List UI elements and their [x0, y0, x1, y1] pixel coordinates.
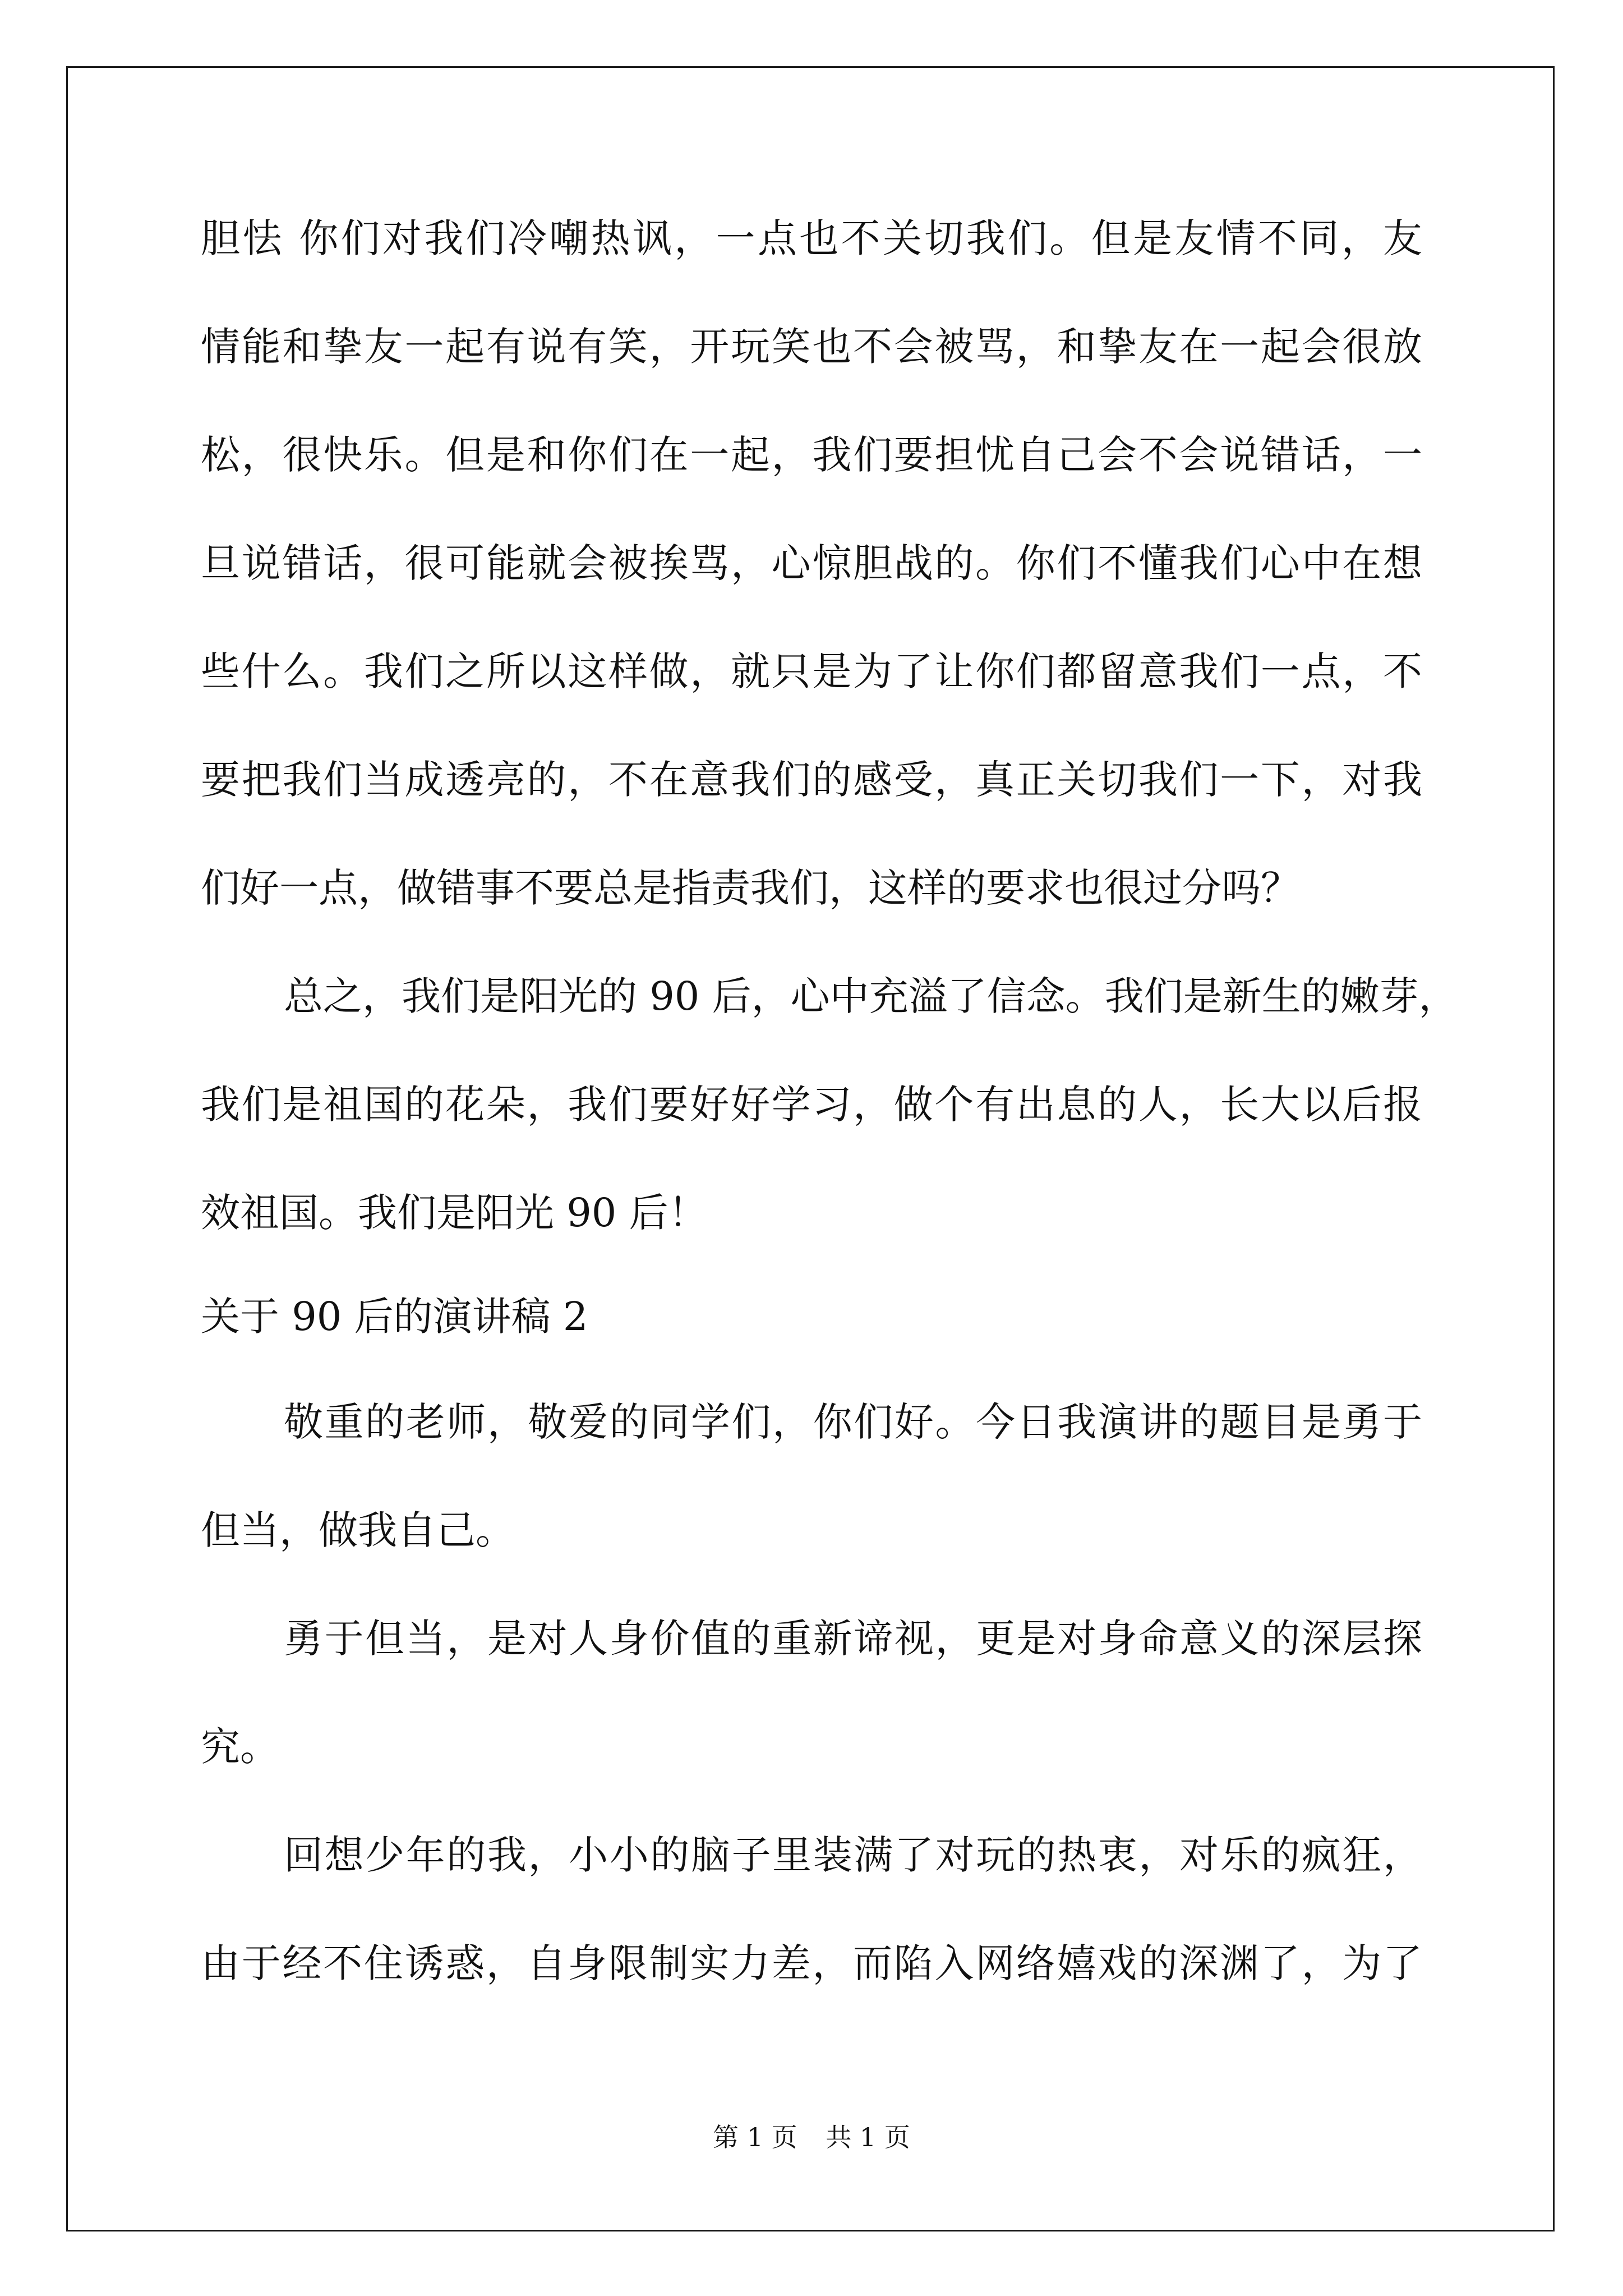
paragraph-line: 胆怯 你们对我们冷嘲热讽，一点也不关切我们。但是友情不同，友: [201, 215, 1422, 261]
page-border: [66, 66, 1555, 2231]
paragraph-line: 敬重的老师，敬爱的同学们，你们好。今日我演讲的题目是勇于: [284, 1399, 1422, 1445]
paragraph-line: 但当，做我自己。: [201, 1507, 515, 1553]
paragraph-line: 由于经不住诱惑，自身限制实力差，而陷入网络嬉戏的深渊了，为了: [201, 1940, 1422, 1986]
paragraph-line: 旦说错话，很可能就会被挨骂，心惊胆战的。你们不懂我们心中在想: [201, 540, 1422, 586]
paragraph-line: 勇于但当，是对人身价值的重新谛视，更是对身命意义的深层探: [284, 1616, 1422, 1662]
paragraph-line: 究。: [201, 1724, 279, 1770]
page-footer: [0, 2120, 1623, 2154]
paragraph-line: 我们是祖国的花朵，我们要好好学习，做个有出息的人，长大以后报: [201, 1082, 1422, 1128]
paragraph-line: 要把我们当成透亮的，不在意我们的感受，真正关切我们一下，对我: [201, 757, 1422, 803]
paragraph-line: 总之，我们是阳光的 90 后，心中充溢了信念。我们是新生的嫩芽，: [284, 973, 1458, 1019]
paragraph-line: 们好一点，做错事不要总是指责我们，这样的要求也很过分吗？: [201, 865, 1300, 911]
section-heading: 关于 90 后的演讲稿 2: [201, 1294, 588, 1340]
paragraph-line: 效祖国。我们是阳光 90 后！: [201, 1190, 708, 1236]
page-number: 第 1 页: [713, 2122, 797, 2152]
paragraph-line: 松，很快乐。但是和你们在一起，我们要担忧自己会不会说错话，一: [201, 432, 1422, 478]
paragraph-line: 回想少年的我，小小的脑子里装满了对玩的热衷，对乐的疯狂，: [284, 1832, 1422, 1878]
paragraph-line: 情能和挚友一起有说有笑，开玩笑也不会被骂，和挚友在一起会很放: [201, 324, 1422, 370]
paragraph-line: 些什么。我们之所以这样做，就只是为了让你们都留意我们一点，不: [201, 648, 1422, 694]
page-total: 共 1 页: [826, 2122, 910, 2152]
